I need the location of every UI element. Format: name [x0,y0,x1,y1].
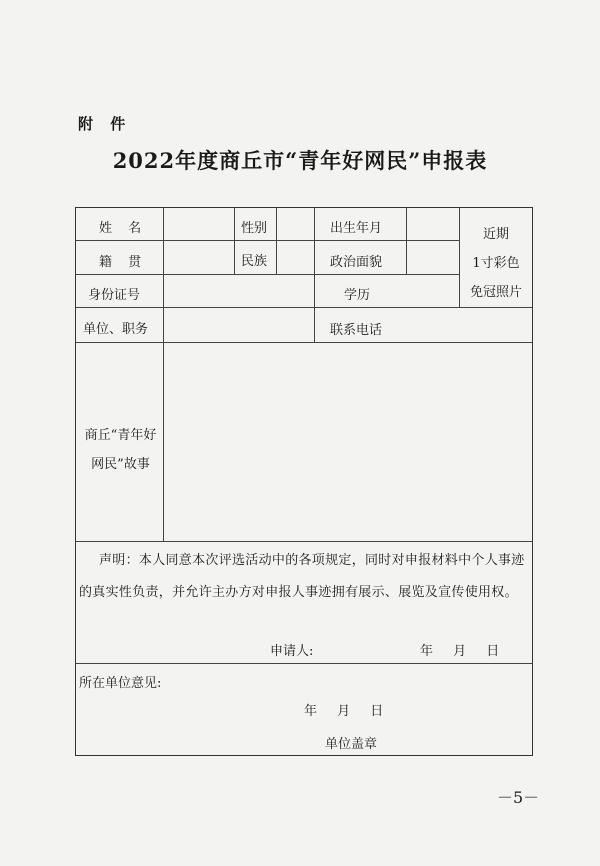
col-line-1 [163,208,164,541]
org-opinion-label: 所在单位意见: [79,676,162,691]
education-label: 学历 [344,288,371,303]
applicant-label: 申请人: [270,644,314,659]
photo-line-2: 1寸彩色 [472,256,520,271]
ethnicity-label: 民族 [241,254,268,269]
phone-label: 联系电话 [330,323,383,338]
story-label [78,421,163,479]
photo-line-3: 免冠照片 [469,285,522,300]
applicant-date: 年 月 日 [420,644,508,659]
row-line-5 [76,541,532,542]
gender-label: 性别 [241,221,268,236]
row-line-2 [76,274,459,275]
page-title: 2022年度商丘市“青年好网民”申报表 [112,148,488,173]
page-number: －5－ [497,788,540,807]
birth-label: 出生年月 [330,221,383,236]
org-seal-label: 单位盖章 [325,737,378,752]
col-line-2 [234,208,235,274]
story-line-1: 商丘“青年好 [84,428,157,443]
col-line-4 [314,208,315,342]
application-form [75,207,533,756]
name-label: 姓 名 [99,221,148,236]
political-status-label: 政治面貌 [330,255,383,270]
photo-line-1: 近期 [482,227,509,242]
row-line-6 [76,663,532,664]
unit-position-label: 单位、职务 [83,322,149,337]
row-line-3 [76,307,532,308]
col-line-3 [276,208,277,274]
id-number-label: 身份证号 [88,288,141,303]
org-date: 年 月 日 [304,704,392,719]
row-line-1 [76,240,459,241]
declaration-text: 声明：本人同意本次评选活动中的各项规定，同时对申报材料中个人事迹的真实性负责，并允许主办方对申报人事迹拥有展示、展览及宣传使用权。 [79,553,525,600]
attachment-label: 附 件 [78,115,132,133]
photo-placeholder [460,220,532,307]
native-place-label: 籍 贯 [99,255,148,270]
col-line-5 [406,208,407,274]
story-line-2: 网民”故事 [91,457,150,472]
row-line-4 [76,342,532,343]
